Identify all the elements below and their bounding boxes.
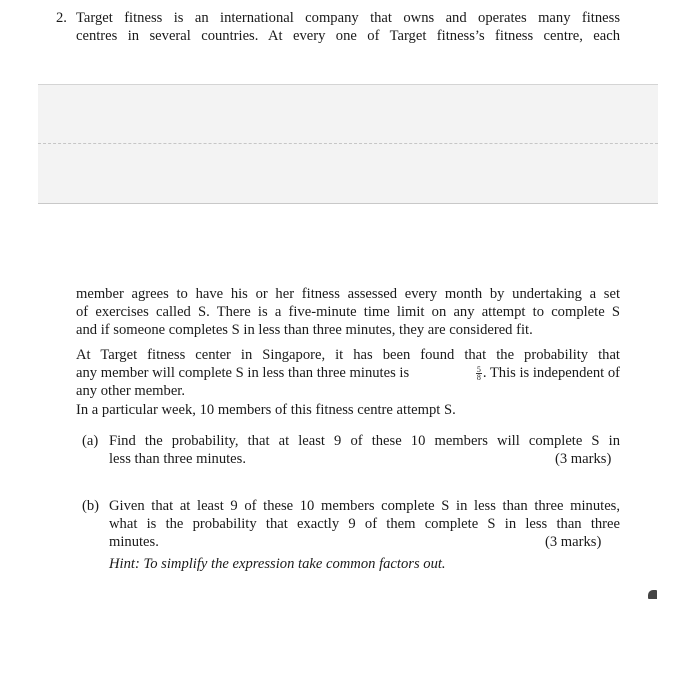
part-b-line: what is the probability that exactly 9 of them complete S in less than three: [109, 516, 620, 532]
probability-fraction-group: [475, 364, 620, 382]
para1-line: and if someone completes S in less than three minutes, they are considered fit.: [76, 322, 533, 338]
probability-fraction: [476, 366, 482, 381]
page-cut-region: [38, 84, 658, 204]
para2-line: any other member.: [76, 383, 186, 399]
intro-line: centres in several countries. At every one of Target fitness’s fitness centre, each: [76, 28, 620, 44]
cut-dashed-line: [38, 143, 658, 144]
part-a-marks: (3 marks): [555, 451, 612, 467]
question-number: 2.: [56, 10, 67, 26]
probability-text-post: . This is independent of: [482, 365, 620, 381]
part-b-line: minutes.: [109, 534, 159, 550]
fraction-numerator: 5: [476, 364, 481, 374]
part-b-hint: Hint: To simplify the expression take common factors out.: [109, 556, 446, 572]
part-a-label: (a): [82, 433, 99, 449]
part-a-line: less than three minutes.: [109, 451, 246, 467]
probability-text-pre: any member will complete S in less than three minutes is: [76, 365, 410, 381]
part-b-label: (b): [82, 498, 100, 514]
part-b-marks: (3 marks): [545, 534, 602, 550]
page-corner-mark: [648, 590, 657, 599]
para1-line: of exercises called S. There is a five-minute time limit on any attempt to complete S: [76, 304, 620, 320]
para3-line: In a particular week, 10 members of this fitness centre attempt S.: [76, 402, 456, 418]
part-b-line: Given that at least 9 of these 10 members complete S in less than three minutes,: [109, 498, 620, 514]
intro-line: Target fitness is an international company that owns and operates many fitness: [76, 10, 620, 26]
part-a-line: Find the probability, that at least 9 of these 10 members will complete S in: [109, 433, 620, 449]
para2-line-probability: [76, 364, 620, 382]
para1-line: member agrees to have his or her fitness assessed every month by undertaking a set: [76, 286, 620, 302]
para2-line: At Target fitness center in Singapore, it has been found that the probability that: [76, 347, 620, 363]
fraction-denominator: 8: [476, 372, 481, 382]
